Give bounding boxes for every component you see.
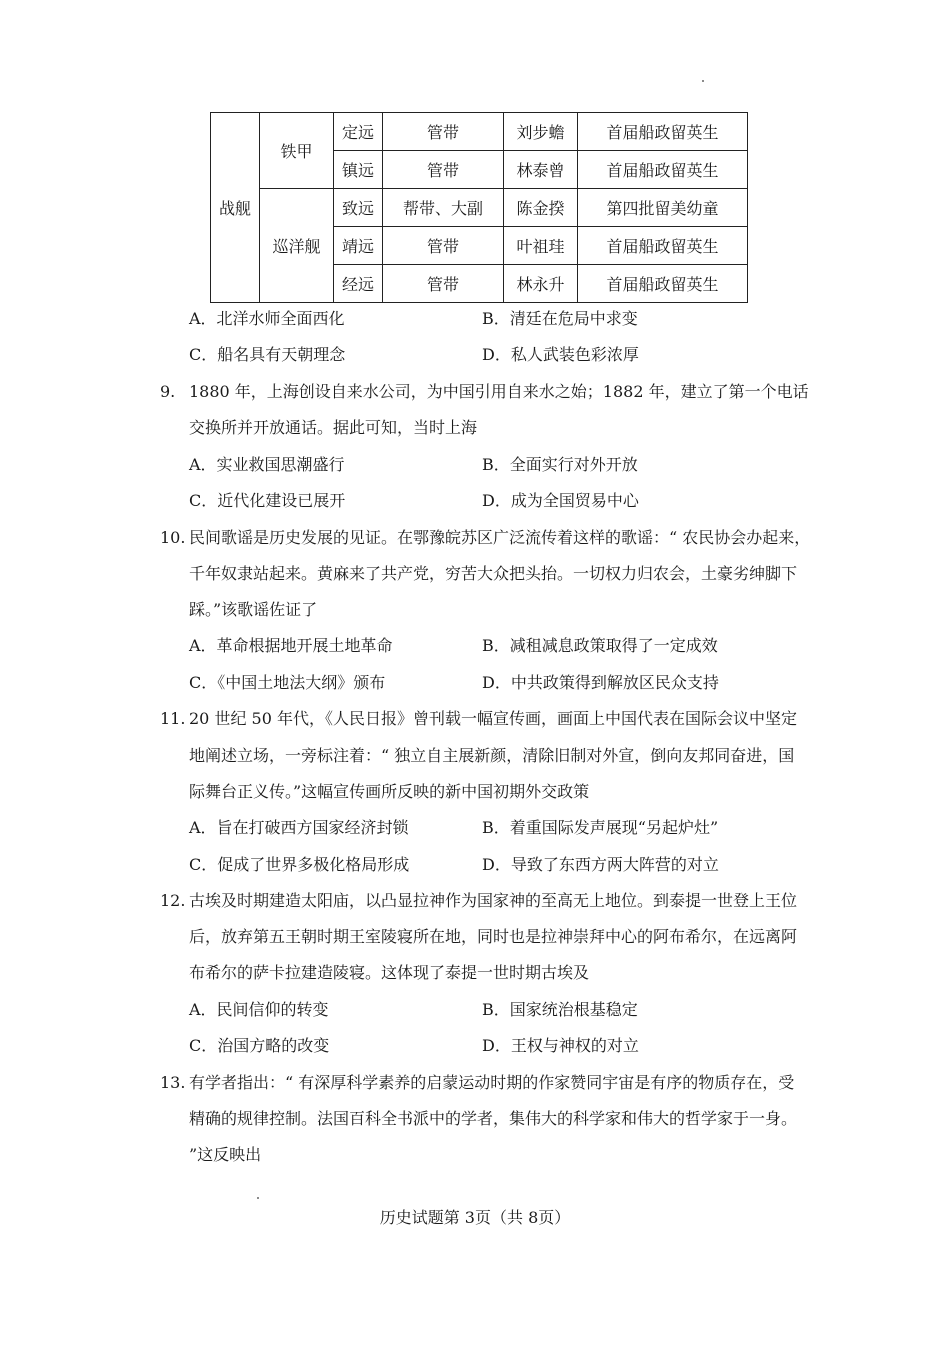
q9-option-c: C．近代化建设已展开	[189, 491, 346, 510]
q9-option-b: B．全面实行对外开放	[482, 455, 638, 474]
q9-stem-line: 交换所并开放通话。据此可知，当时上海	[189, 418, 478, 437]
q12-number: 12.	[160, 891, 186, 910]
ship-name-cell: 定远	[334, 113, 383, 151]
q11-option-a: A．旨在打破西方国家经济封锁	[189, 818, 409, 837]
background-cell: 首届船政留英生	[578, 113, 748, 151]
post-cell: 帮带、大副	[383, 189, 504, 227]
ship-type-cell: 巡洋舰	[260, 189, 334, 303]
q13-number: 13.	[160, 1073, 186, 1092]
captain-cell: 林永升	[504, 265, 578, 303]
q11-number: 11.	[160, 709, 186, 728]
background-cell: 首届船政留英生	[578, 265, 748, 303]
q8-option-a: A．北洋水师全面西化	[189, 309, 345, 328]
q13-stem-line: ”这反映出	[189, 1145, 262, 1164]
q8-option-b: B．清廷在危局中求变	[482, 309, 638, 328]
scan-speck	[257, 1197, 259, 1199]
warship-table	[210, 112, 748, 303]
background-cell: 首届船政留英生	[578, 151, 748, 189]
q10-stem-line: 踩。”该歌谣佐证了	[189, 600, 318, 619]
ship-name-cell: 致远	[334, 189, 383, 227]
q11-option-d: D．导致了东西方两大阵营的对立	[482, 855, 719, 874]
background-cell: 第四批留美幼童	[578, 189, 748, 227]
q8-option-d: D．私人武装色彩浓厚	[482, 345, 639, 364]
captain-cell: 林泰曾	[504, 151, 578, 189]
q12-option-a: A．民间信仰的转变	[189, 1000, 329, 1019]
ship-name-cell: 靖远	[334, 227, 383, 265]
q10-number: 10.	[160, 528, 186, 547]
q11-stem-line: 地阐述立场，一旁标注着：“ 独立自主展新颜，清除旧制对外宣，倒向友邦同奋进，国	[189, 746, 795, 765]
q11-stem-line: 际舞台正义传。”这幅宣传画所反映的新中国初期外交政策	[189, 782, 590, 801]
q12-option-b: B．国家统治根基稳定	[482, 1000, 638, 1019]
q10-stem-line: 千年奴隶站起来。黄麻来了共产党，穷苦大众把头抬。一切权力归农会，土豪劣绅脚下	[189, 564, 798, 583]
q11-stem-line: 20 世纪 50 年代，《人民日报》曾刊载一幅宣传画，画面上中国代表在国际会议中坚定	[189, 709, 797, 728]
q12-stem-line: 布希尔的萨卡拉建造陵寝。这体现了泰提一世时期古埃及	[189, 963, 590, 982]
q10-option-b: B．减租减息政策取得了一定成效	[482, 636, 718, 655]
q12-stem-line: 古埃及时期建造太阳庙，以凸显拉神作为国家神的至高无上地位。到泰提一世登上王位	[189, 891, 798, 910]
q13-stem-line: 有学者指出：“ 有深厚科学素养的启蒙运动时期的作家赞同宇宙是有序的物质存在，受	[189, 1073, 795, 1092]
q11-option-b: B．着重国际发声展现“另起炉灶”	[482, 818, 719, 837]
q13-stem-line: 精确的规律控制。法国百科全书派中的学者，集伟大的科学家和伟大的哲学家于一身。	[189, 1109, 798, 1128]
post-cell: 管带	[383, 227, 504, 265]
ship-name-cell: 经远	[334, 265, 383, 303]
category-cell: 战舰	[211, 113, 260, 303]
scan-speck	[702, 80, 704, 82]
ship-type-cell: 铁甲	[260, 113, 334, 189]
q10-option-d: D．中共政策得到解放区民众支持	[482, 673, 719, 692]
captain-cell: 刘步蟾	[504, 113, 578, 151]
q10-option-c: C．《中国土地法大纲》颁布	[189, 673, 386, 692]
q11-option-c: C．促成了世界多极化格局形成	[189, 855, 410, 874]
post-cell: 管带	[383, 265, 504, 303]
q12-stem-line: 后，放弃第五王朝时期王室陵寝所在地，同时也是拉神崇拜中心的阿布希尔，在远离阿	[189, 927, 798, 946]
background-cell: 首届船政留英生	[578, 227, 748, 265]
page-footer: 历史试题第 3页（共 8页）	[379, 1208, 571, 1227]
q12-option-c: C．治国方略的改变	[189, 1036, 330, 1055]
q9-number: 9.	[160, 382, 176, 401]
q10-stem-line: 民间歌谣是历史发展的见证。在鄂豫皖苏区广泛流传着这样的歌谣：“ 农民协会办起来，	[189, 528, 811, 547]
q12-option-d: D．王权与神权的对立	[482, 1036, 639, 1055]
ship-name-cell: 镇远	[334, 151, 383, 189]
q9-option-d: D．成为全国贸易中心	[482, 491, 639, 510]
post-cell: 管带	[383, 113, 504, 151]
q10-option-a: A．革命根据地开展土地革命	[189, 636, 393, 655]
post-cell: 管带	[383, 151, 504, 189]
q9-option-a: A．实业救国思潮盛行	[189, 455, 345, 474]
q8-option-c: C．船名具有天朝理念	[189, 345, 346, 364]
captain-cell: 叶祖珪	[504, 227, 578, 265]
q9-stem-line: 1880 年，上海创设自来水公司，为中国引用自来水之始；1882 年，建立了第一个电话	[189, 382, 809, 401]
captain-cell: 陈金揆	[504, 189, 578, 227]
